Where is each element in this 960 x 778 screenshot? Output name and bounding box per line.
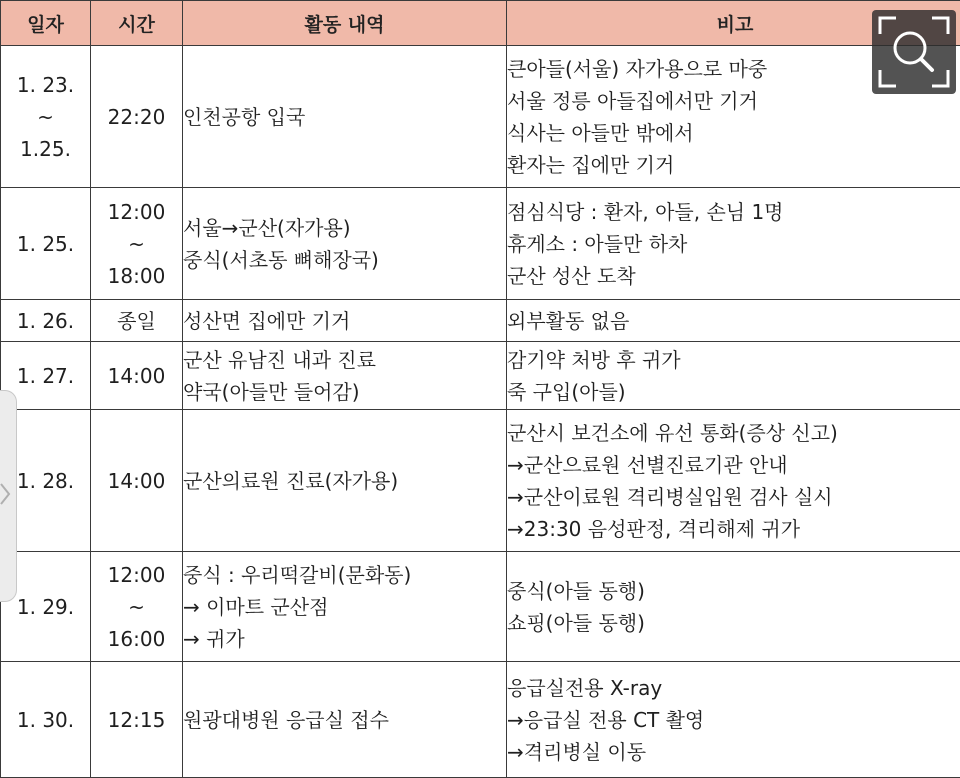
note-cell <box>507 188 960 300</box>
header-time: 시간 <box>91 1 183 46</box>
time-cell <box>91 410 183 552</box>
date-cell-line: 1. 25. <box>1 228 90 260</box>
note-cell-line: 군산 성산 도착 <box>507 260 960 292</box>
note-cell-line: 중식(아들 동행) <box>507 575 960 607</box>
time-cell-line: 12:00 <box>91 559 182 591</box>
date-cell <box>1 662 91 778</box>
date-cell <box>1 300 91 342</box>
time-cell <box>91 342 183 410</box>
note-cell-line: 서울 정릉 아들집에서만 기거 <box>507 85 960 117</box>
date-cell <box>1 188 91 300</box>
table-row <box>1 188 960 300</box>
note-cell-line: 식사는 아들만 밖에서 <box>507 117 960 149</box>
time-cell-line: 종일 <box>91 305 182 337</box>
time-cell-line: 14:00 <box>91 360 182 392</box>
date-cell-line: 1. 28. <box>1 465 90 497</box>
activity-cell-line: 중식 : 우리떡갈비(문화동) <box>183 559 506 591</box>
activity-cell <box>183 342 507 410</box>
note-cell <box>507 300 960 342</box>
activity-cell-line: 원광대병원 응급실 접수 <box>183 704 506 736</box>
note-cell-line: 쇼핑(아들 동행) <box>507 607 960 639</box>
time-cell-line: 22:20 <box>91 101 182 133</box>
time-cell-line: 16:00 <box>91 623 182 655</box>
activity-cell-line: 인천공항 입국 <box>183 101 506 133</box>
date-cell-line: 1. 27. <box>1 360 90 392</box>
note-cell-line: 휴게소 : 아들만 하차 <box>507 228 960 260</box>
activity-cell <box>183 300 507 342</box>
chevron-right-icon <box>0 481 12 507</box>
date-cell-line: ~ <box>1 101 90 133</box>
time-cell <box>91 300 183 342</box>
date-cell-line: 1. 30. <box>1 704 90 736</box>
note-cell-line: 외부활동 없음 <box>507 305 960 337</box>
note-cell <box>507 552 960 662</box>
time-cell-line: 12:15 <box>91 704 182 736</box>
header-date: 일자 <box>1 1 91 46</box>
note-cell-line: →군산으료원 선별진료기관 안내 <box>507 449 960 481</box>
activity-cell-line: 성산면 집에만 기거 <box>183 305 506 337</box>
note-cell-line: 죽 구입(아들) <box>507 376 960 408</box>
time-cell <box>91 662 183 778</box>
activity-cell <box>183 188 507 300</box>
note-cell-line: →격리병실 이동 <box>507 736 960 768</box>
activity-cell-line: → 이마트 군산점 <box>183 591 506 623</box>
table-row <box>1 662 960 778</box>
activity-cell <box>183 410 507 552</box>
table-row <box>1 552 960 662</box>
activity-cell-line: 서울→군산(자가용) <box>183 212 506 244</box>
date-cell-line: 1. 26. <box>1 305 90 337</box>
note-cell-line: 환자는 집에만 기거 <box>507 149 960 181</box>
note-cell-line: 감기약 처방 후 귀가 <box>507 344 960 376</box>
time-cell <box>91 552 183 662</box>
activity-cell-line: 군산의료원 진료(자가용) <box>183 465 506 497</box>
note-cell-line: 응급실전용 X-ray <box>507 672 960 704</box>
note-cell <box>507 410 960 552</box>
zoom-search-icon <box>872 10 956 94</box>
activity-cell-line: 군산 유남진 내과 진료 <box>183 344 506 376</box>
time-cell-line: 12:00 <box>91 196 182 228</box>
activity-cell <box>183 662 507 778</box>
note-cell-line: →응급실 전용 CT 촬영 <box>507 704 960 736</box>
table-row <box>1 410 960 552</box>
time-cell <box>91 188 183 300</box>
table-row <box>1 300 960 342</box>
header-note: 비고 <box>507 1 960 46</box>
note-cell-line: 점심식당 : 환자, 아들, 손님 1명 <box>507 196 960 228</box>
activity-cell <box>183 552 507 662</box>
note-cell <box>507 342 960 410</box>
activity-cell-line: 중식(서초동 뼈해장국) <box>183 244 506 276</box>
time-cell-line: 14:00 <box>91 465 182 497</box>
activity-cell-line: 약국(아들만 들어감) <box>183 376 506 408</box>
header-activity: 활동 내역 <box>183 1 507 46</box>
activity-cell-line: → 귀가 <box>183 623 506 655</box>
note-cell-line: →23:30 음성판정, 격리해제 귀가 <box>507 513 960 545</box>
note-cell-line: 큰아들(서울) 자가용으로 마중 <box>507 53 960 85</box>
note-cell-line: 군산시 보건소에 유선 통화(증상 신고) <box>507 417 960 449</box>
date-cell-line: 1. 23. <box>1 69 90 101</box>
date-cell <box>1 46 91 188</box>
time-cell-line: ~ <box>91 228 182 260</box>
note-cell-line: →군산이료원 격리병실입원 검사 실시 <box>507 481 960 513</box>
table-header-row <box>1 1 960 46</box>
date-cell-line: 1. 29. <box>1 591 90 623</box>
activity-cell <box>183 46 507 188</box>
time-cell <box>91 46 183 188</box>
table-row <box>1 342 960 410</box>
side-drawer-handle[interactable] <box>0 390 17 602</box>
note-cell <box>507 662 960 778</box>
date-cell-line: 1.25. <box>1 133 90 165</box>
time-cell-line: 18:00 <box>91 260 182 292</box>
table-row <box>1 46 960 188</box>
zoom-button[interactable] <box>872 10 956 94</box>
time-cell-line: ~ <box>91 591 182 623</box>
